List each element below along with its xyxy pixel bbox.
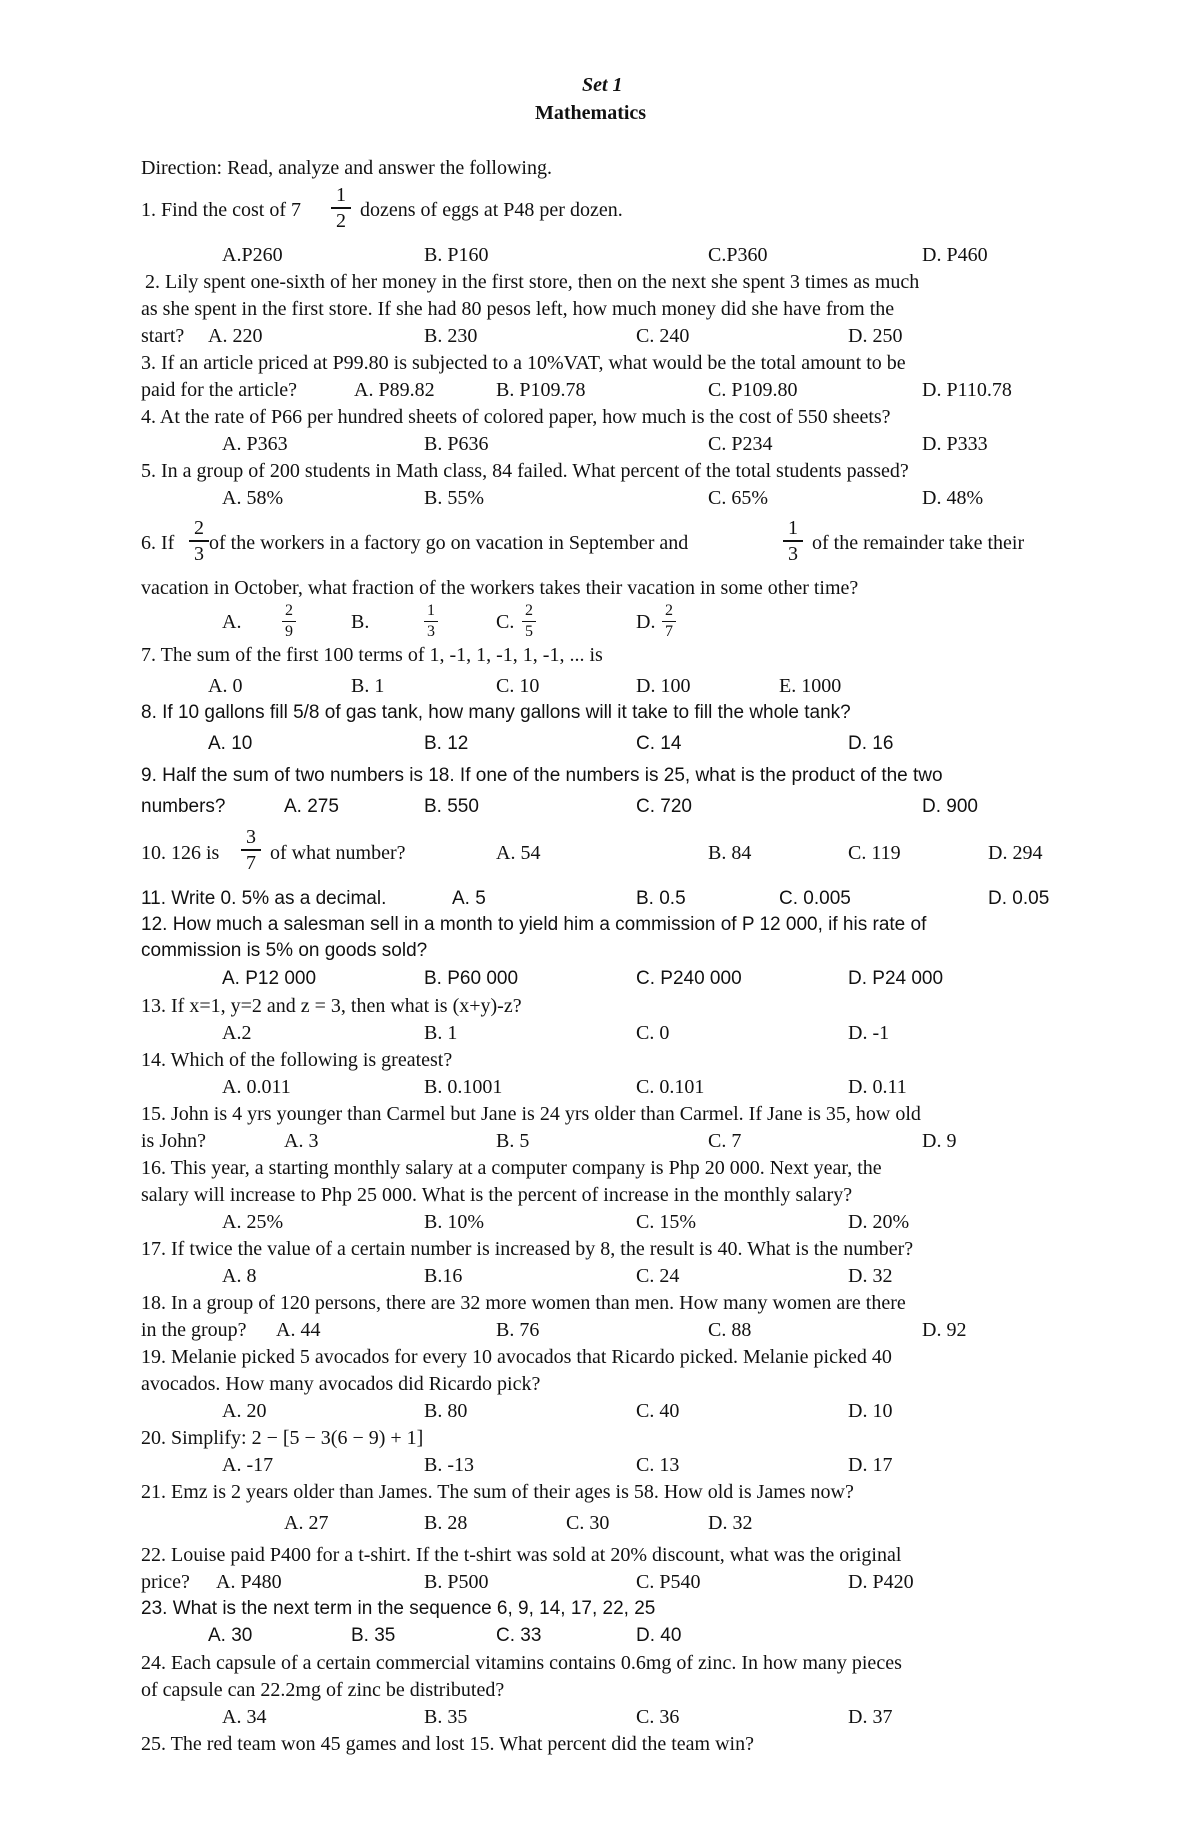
question-18-option-b: B. 76 xyxy=(496,1319,540,1341)
question-17-option-b: B.16 xyxy=(424,1265,463,1287)
question-16-line-1: 16. This year, a starting monthly salary at a computer company is Php 20 000. Next year, the xyxy=(141,1157,882,1179)
question-8-option-b: B. 12 xyxy=(424,733,469,754)
question-6-fraction-2: 1 3 xyxy=(783,518,803,564)
question-18-option-d: D. 92 xyxy=(922,1319,967,1341)
question-3-option-c: C. P109.80 xyxy=(708,379,798,401)
question-14-option-a: A. 0.011 xyxy=(222,1076,291,1098)
question-11-option-a: A. 5 xyxy=(452,888,486,909)
set-title: Set 1 xyxy=(582,74,623,96)
question-15-line-2: is John? xyxy=(141,1130,206,1152)
question-13-line-1: 13. If x=1, y=2 and z = 3, then what is (x+y)-z? xyxy=(141,995,522,1017)
question-16-option-d: D. 20% xyxy=(848,1211,910,1233)
question-18-option-a: A. 44 xyxy=(276,1319,321,1341)
question-2-option-c: C. 240 xyxy=(636,325,690,347)
question-1-option-d: D. P460 xyxy=(922,244,988,266)
question-11-option-d: D. 0.05 xyxy=(988,888,1050,909)
question-17-option-a: A. 8 xyxy=(222,1265,257,1287)
question-6-option-c-fraction: 2 5 xyxy=(522,603,536,640)
question-17-option-c: C. 24 xyxy=(636,1265,680,1287)
question-4-line-1: 4. At the rate of P66 per hundred sheets of colored paper, how much is the cost of 550 sheets? xyxy=(141,406,891,428)
question-10-option-d: D. 294 xyxy=(988,842,1043,864)
question-1-fraction: 1 2 xyxy=(331,185,351,231)
question-16-option-c: C. 15% xyxy=(636,1211,696,1233)
question-21-option-b: B. 28 xyxy=(424,1512,468,1534)
question-15-option-b: B. 5 xyxy=(496,1130,530,1152)
question-23-option-d: D. 40 xyxy=(636,1625,682,1646)
question-13-option-b: B. 1 xyxy=(424,1022,458,1044)
question-24-option-c: C. 36 xyxy=(636,1706,680,1728)
question-7-option-b: B. 1 xyxy=(351,675,385,697)
question-19-line-1: 19. Melanie picked 5 avocados for every 10 avocados that Ricardo picked. Melanie picked 40 xyxy=(141,1346,892,1368)
question-8-option-a: A. 10 xyxy=(208,733,253,754)
question-3-option-b: B. P109.78 xyxy=(496,379,586,401)
question-24-option-d: D. 37 xyxy=(848,1706,893,1728)
question-7-line-1: 7. The sum of the first 100 terms of 1, -1, 1, -1, 1, -1, ... is xyxy=(141,644,603,666)
question-12-line-1: 12. How much a salesman sell in a month to yield him a commission of P 12 000, if his rate of xyxy=(141,914,927,935)
question-19-option-c: C. 40 xyxy=(636,1400,680,1422)
question-21-option-a: A. 27 xyxy=(284,1512,329,1534)
question-12-option-a: A. P12 000 xyxy=(222,968,317,989)
question-1-text-end: dozens of eggs at P48 per dozen. xyxy=(360,199,623,221)
question-15-line-1: 15. John is 4 yrs younger than Carmel but Jane is 24 yrs older than Carmel. If Jane is 35, how old xyxy=(141,1103,921,1125)
question-13-option-d: D. -1 xyxy=(848,1022,890,1044)
question-21-option-c: C. 30 xyxy=(566,1512,610,1534)
question-6-option-b: B. xyxy=(351,611,370,633)
question-19-line-2: avocados. How many avocados did Ricardo pick? xyxy=(141,1373,541,1395)
question-21-option-d: D. 32 xyxy=(708,1512,753,1534)
question-2-option-a: A. 220 xyxy=(208,325,263,347)
question-20-option-d: D. 17 xyxy=(848,1454,893,1476)
question-4-option-a: A. P363 xyxy=(222,433,288,455)
question-22-line-2: price? xyxy=(141,1571,190,1593)
question-3-option-a: A. P89.82 xyxy=(354,379,435,401)
question-8-option-d: D. 16 xyxy=(848,733,894,754)
question-25-line-1: 25. The red team won 45 games and lost 15. What percent did the team win? xyxy=(141,1733,754,1755)
question-20-line-1: 20. Simplify: 2 − [5 − 3(6 − 9) + 1] xyxy=(141,1427,424,1449)
question-17-option-d: D. 32 xyxy=(848,1265,893,1287)
question-23-option-a: A. 30 xyxy=(208,1625,253,1646)
question-2-option-b: B. 230 xyxy=(424,325,478,347)
question-2-line-3: start? xyxy=(141,325,185,347)
question-24-line-1: 24. Each capsule of a certain commercial vitamins contains 0.6mg of zinc. In how many pieces xyxy=(141,1652,902,1674)
question-6-text-middle: of the workers in a factory go on vacation in September and xyxy=(209,532,689,554)
question-5-option-d: D. 48% xyxy=(922,487,984,509)
question-6-line-2: vacation in October, what fraction of the workers takes their vacation in some other time? xyxy=(141,577,859,599)
question-18-line-2: in the group? xyxy=(141,1319,247,1341)
question-6-option-d: D. xyxy=(636,611,656,633)
question-10-text: 10. 126 is xyxy=(141,842,220,864)
question-19-option-d: D. 10 xyxy=(848,1400,893,1422)
question-15-option-a: A. 3 xyxy=(284,1130,319,1152)
question-16-option-b: B. 10% xyxy=(424,1211,484,1233)
question-6-text: 6. If xyxy=(141,532,175,554)
question-9-line-1: 9. Half the sum of two numbers is 18. If one of the numbers is 25, what is the product of the two xyxy=(141,765,943,786)
question-1-option-a: A.P260 xyxy=(222,244,283,266)
question-8-line-1: 8. If 10 gallons fill 5/8 of gas tank, how many gallons will it take to fill the whole tank? xyxy=(141,702,851,723)
question-10-fraction: 3 7 xyxy=(241,827,261,873)
question-8-option-c: C. 14 xyxy=(636,733,682,754)
question-12-option-c: C. P240 000 xyxy=(636,968,742,989)
question-10-option-a: A. 54 xyxy=(496,842,541,864)
question-23-option-c: C. 33 xyxy=(496,1625,542,1646)
question-9-line-2: numbers? xyxy=(141,796,226,817)
question-20-option-a: A. -17 xyxy=(222,1454,274,1476)
question-6-option-c: C. xyxy=(496,611,515,633)
question-7-option-a: A. 0 xyxy=(208,675,243,697)
question-1-text: 1. Find the cost of 7 xyxy=(141,199,301,221)
question-9-option-a: A. 275 xyxy=(284,796,339,817)
question-10-text-end: of what number? xyxy=(270,842,406,864)
question-14-option-d: D. 0.11 xyxy=(848,1076,907,1098)
question-4-option-c: C. P234 xyxy=(708,433,773,455)
question-17-line-1: 17. If twice the value of a certain number is increased by 8, the result is 40. What is the number? xyxy=(141,1238,914,1260)
question-14-option-b: B. 0.1001 xyxy=(424,1076,503,1098)
question-4-option-d: D. P333 xyxy=(922,433,988,455)
question-11-option-c: C. 0.005 xyxy=(779,888,851,909)
question-3-line-1: 3. If an article priced at P99.80 is subjected to a 10%VAT, what would be the total amount to be xyxy=(141,352,906,374)
question-18-line-1: 18. In a group of 120 persons, there are 32 more women than men. How many women are there xyxy=(141,1292,906,1314)
question-7-option-e: E. 1000 xyxy=(779,675,842,697)
question-16-option-a: A. 25% xyxy=(222,1211,284,1233)
question-6-fraction-1: 2 3 xyxy=(189,518,209,564)
question-22-option-d: D. P420 xyxy=(848,1571,914,1593)
question-10-option-b: B. 84 xyxy=(708,842,752,864)
question-5-option-c: C. 65% xyxy=(708,487,768,509)
question-9-option-b: B. 550 xyxy=(424,796,479,817)
question-23-line-1: 23. What is the next term in the sequence 6, 9, 14, 17, 22, 25 xyxy=(141,1598,656,1619)
question-22-option-c: C. P540 xyxy=(636,1571,701,1593)
question-21-line-1: 21. Emz is 2 years older than James. The sum of their ages is 58. How old is James now? xyxy=(141,1481,854,1503)
question-14-line-1: 14. Which of the following is greatest? xyxy=(141,1049,453,1071)
question-6-text-end: of the remainder take their xyxy=(812,532,1025,554)
question-4-option-b: B. P636 xyxy=(424,433,489,455)
question-22-line-1: 22. Louise paid P400 for a t-shirt. If the t-shirt was sold at 20% discount, what was the original xyxy=(141,1544,902,1566)
question-20-option-b: B. -13 xyxy=(424,1454,474,1476)
question-6-option-a: A. xyxy=(222,611,242,633)
question-5-option-b: B. 55% xyxy=(424,487,484,509)
question-2-line-1: 2. Lily spent one-sixth of her money in the first store, then on the next she spent 3 times as much xyxy=(145,271,920,293)
question-18-option-c: C. 88 xyxy=(708,1319,752,1341)
question-6-option-d-fraction: 2 7 xyxy=(662,603,676,640)
question-7-option-d: D. 100 xyxy=(636,675,691,697)
question-5-option-a: A. 58% xyxy=(222,487,284,509)
question-3-line-2: paid for the article? xyxy=(141,379,298,401)
question-22-option-b: B. P500 xyxy=(424,1571,489,1593)
question-14-option-c: C. 0.101 xyxy=(636,1076,705,1098)
question-22-option-a: A. P480 xyxy=(216,1571,282,1593)
question-11-option-b: B. 0.5 xyxy=(636,888,686,909)
question-9-option-c: C. 720 xyxy=(636,796,692,817)
question-19-option-a: A. 20 xyxy=(222,1400,267,1422)
question-15-option-d: D. 9 xyxy=(922,1130,957,1152)
question-3-option-d: D. P110.78 xyxy=(922,379,1012,401)
direction-text: Direction: Read, analyze and answer the following. xyxy=(141,157,552,179)
question-1-option-c: C.P360 xyxy=(708,244,768,266)
question-12-line-2: commission is 5% on goods sold? xyxy=(141,940,428,961)
question-6-option-a-fraction: 2 9 xyxy=(282,603,296,640)
question-13-option-a: A.2 xyxy=(222,1022,252,1044)
question-9-option-d: D. 900 xyxy=(922,796,978,817)
question-2-option-d: D. 250 xyxy=(848,325,903,347)
question-20-option-c: C. 13 xyxy=(636,1454,680,1476)
question-10-option-c: C. 119 xyxy=(848,842,901,864)
question-5-line-1: 5. In a group of 200 students in Math class, 84 failed. What percent of the total students passed? xyxy=(141,460,909,482)
question-11-line-1: 11. Write 0. 5% as a decimal. xyxy=(141,888,387,909)
question-12-option-b: B. P60 000 xyxy=(424,968,519,989)
question-12-option-d: D. P24 000 xyxy=(848,968,944,989)
question-24-option-a: A. 34 xyxy=(222,1706,267,1728)
question-24-option-b: B. 35 xyxy=(424,1706,468,1728)
question-1-option-b: B. P160 xyxy=(424,244,489,266)
question-2-line-2: as she spent in the first store. If she had 80 pesos left, how much money did she have from the xyxy=(141,298,895,320)
question-24-line-2: of capsule can 22.2mg of zinc be distributed? xyxy=(141,1679,505,1701)
question-13-option-c: C. 0 xyxy=(636,1022,670,1044)
question-7-option-c: C. 10 xyxy=(496,675,540,697)
question-15-option-c: C. 7 xyxy=(708,1130,742,1152)
question-16-line-2: salary will increase to Php 25 000. What is the percent of increase in the monthly salary? xyxy=(141,1184,853,1206)
question-23-option-b: B. 35 xyxy=(351,1625,396,1646)
question-6-option-b-fraction: 1 3 xyxy=(424,603,438,640)
subject-title: Mathematics xyxy=(535,102,647,124)
question-19-option-b: B. 80 xyxy=(424,1400,468,1422)
